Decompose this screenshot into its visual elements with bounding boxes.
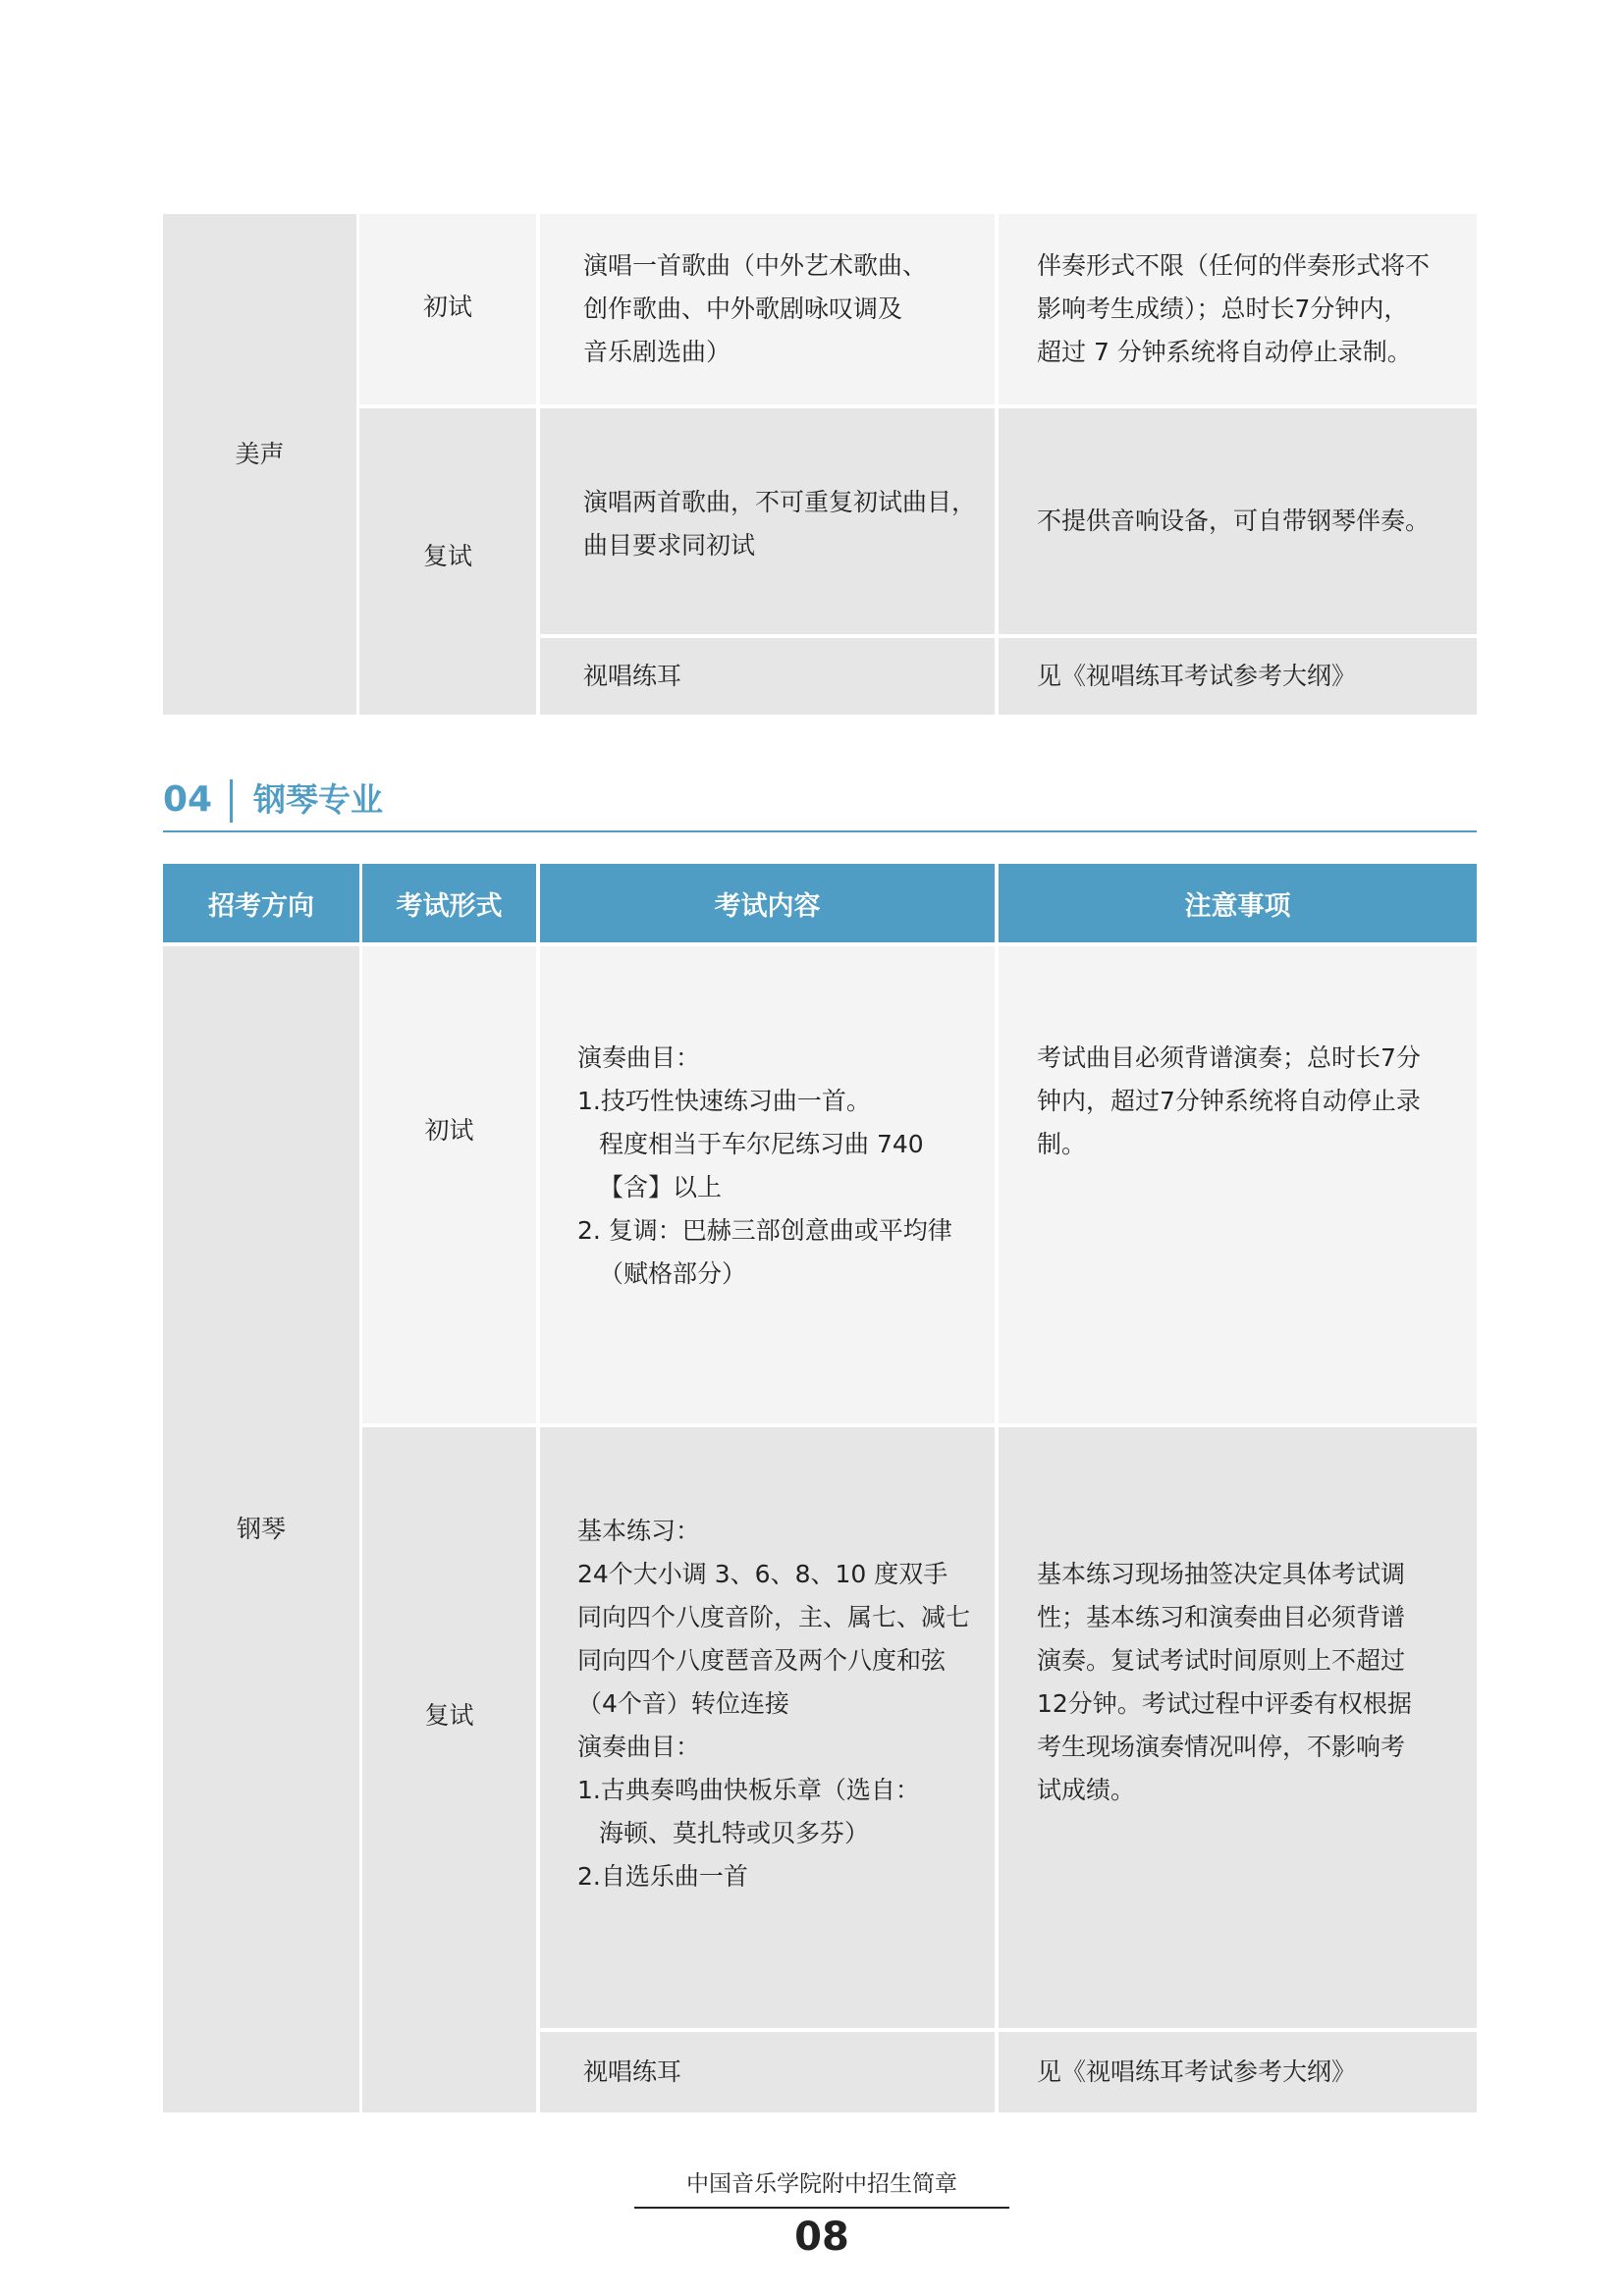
notes-cell — [999, 946, 1477, 1423]
header-form — [362, 864, 536, 942]
notes-line: 演奏。复试考试时间原则上不超过 — [1037, 1646, 1406, 1675]
content-line: 视唱练耳 — [583, 662, 682, 690]
content-line: 视唱练耳 — [583, 2057, 682, 2086]
content-line: 演奏曲目： — [577, 1733, 701, 1761]
content-line: 曲目要求同初试 — [583, 531, 756, 560]
direction-label: 美声 — [235, 440, 285, 468]
header-content — [540, 864, 995, 942]
section-number: 04 — [163, 779, 213, 820]
form-label: 复试 — [424, 1701, 474, 1730]
direction-cell — [163, 214, 356, 715]
content-line: 创作歌曲、中外歌剧咏叹调及 — [583, 294, 903, 323]
notes-line: 见《视唱练耳考试参考大纲》 — [1037, 662, 1357, 690]
content-line: 1.古典奏鸣曲快板乐章（选自： — [577, 1776, 920, 1804]
content-line: 基本练习： — [577, 1517, 701, 1545]
header-label: 注意事项 — [1184, 890, 1291, 922]
content-line: 24个大小调 3、6、8、10 度双手 — [577, 1560, 948, 1588]
direction-cell — [163, 946, 359, 2112]
vocal-table — [163, 214, 1477, 715]
notes-line: 考试曲目必须背谱演奏；总时长7分 — [1037, 1043, 1421, 1072]
section-heading — [163, 775, 1477, 834]
content-line: 1.技巧性快速练习曲一首。 — [577, 1087, 871, 1115]
notes-line: 见《视唱练耳考试参考大纲》 — [1037, 2057, 1357, 2086]
footer — [634, 2167, 1009, 2266]
content-line: 音乐剧选曲） — [583, 338, 731, 366]
content-line: 演唱一首歌曲（中外艺术歌曲、 — [583, 251, 928, 280]
content-line: 【含】以上 — [599, 1173, 723, 1201]
content-line: 2. 复调：巴赫三部创意曲或平均律 — [577, 1216, 952, 1245]
notes-line: 影响考生成绩）；总时长7分钟内， — [1037, 294, 1409, 323]
notes-cell — [999, 638, 1477, 715]
content-line: 程度相当于车尔尼练习曲 740 — [599, 1130, 924, 1158]
form-cell — [362, 946, 536, 1423]
form-cell — [359, 408, 536, 715]
footer-title: 中国音乐学院附中招生简章 — [686, 2171, 957, 2197]
notes-line: 不提供音响设备，可自带钢琴伴奏。 — [1037, 507, 1431, 535]
content-line: （4个音）转位连接 — [577, 1689, 789, 1718]
content-line: 演唱两首歌曲，不可重复初试曲目， — [583, 488, 977, 516]
header-label: 考试形式 — [396, 890, 503, 922]
page-number: 08 — [794, 2215, 849, 2260]
footer-rule — [634, 2207, 1009, 2209]
content-line: 海顿、莫扎特或贝多芬） — [599, 1819, 870, 1847]
header-notes — [999, 864, 1477, 942]
section-underline — [163, 830, 1477, 832]
content-line: 同向四个八度琶音及两个八度和弦 — [577, 1646, 947, 1675]
content-line: （赋格部分） — [599, 1259, 747, 1288]
form-label: 初试 — [422, 293, 472, 321]
notes-line: 基本练习现场抽签决定具体考试调 — [1037, 1560, 1406, 1588]
form-label: 复试 — [422, 542, 472, 570]
form-cell — [359, 214, 536, 404]
notes-cell — [999, 408, 1477, 634]
content-line: 演奏曲目： — [577, 1043, 701, 1072]
notes-line: 超过 7 分钟系统将自动停止录制。 — [1037, 338, 1412, 366]
content-cell — [540, 408, 995, 634]
notes-line: 考生现场演奏情况叫停，不影响考 — [1037, 1733, 1406, 1761]
notes-cell — [999, 1427, 1477, 2028]
notes-line: 性；基本练习和演奏曲目必须背谱 — [1037, 1603, 1406, 1631]
direction-label: 钢琴 — [236, 1515, 286, 1543]
section-divider — [230, 779, 233, 823]
content-cell — [540, 1427, 995, 2028]
content-line: 同向四个八度音阶，主、属七、减七 — [577, 1603, 971, 1631]
content-cell — [540, 214, 995, 404]
header-direction — [163, 864, 359, 942]
piano-table — [163, 864, 1477, 2112]
content-cell — [540, 946, 995, 1423]
form-label: 初试 — [424, 1116, 474, 1145]
notes-line: 试成绩。 — [1037, 1776, 1136, 1804]
content-line: 2.自选乐曲一首 — [577, 1862, 748, 1891]
form-cell — [362, 1427, 536, 2112]
notes-cell — [999, 2032, 1477, 2112]
content-cell — [540, 638, 995, 715]
header-label: 招考方向 — [208, 890, 314, 922]
notes-line: 钟内，超过7分钟系统将自动停止录 — [1037, 1087, 1421, 1115]
section-title: 钢琴专业 — [253, 780, 383, 819]
notes-line: 伴奏形式不限（任何的伴奏形式将不 — [1037, 251, 1431, 280]
content-cell — [540, 2032, 995, 2112]
header-label: 考试内容 — [714, 890, 821, 922]
notes-line: 12分钟。考试过程中评委有权根据 — [1037, 1689, 1412, 1718]
notes-line: 制。 — [1037, 1130, 1087, 1158]
notes-cell — [999, 214, 1477, 404]
